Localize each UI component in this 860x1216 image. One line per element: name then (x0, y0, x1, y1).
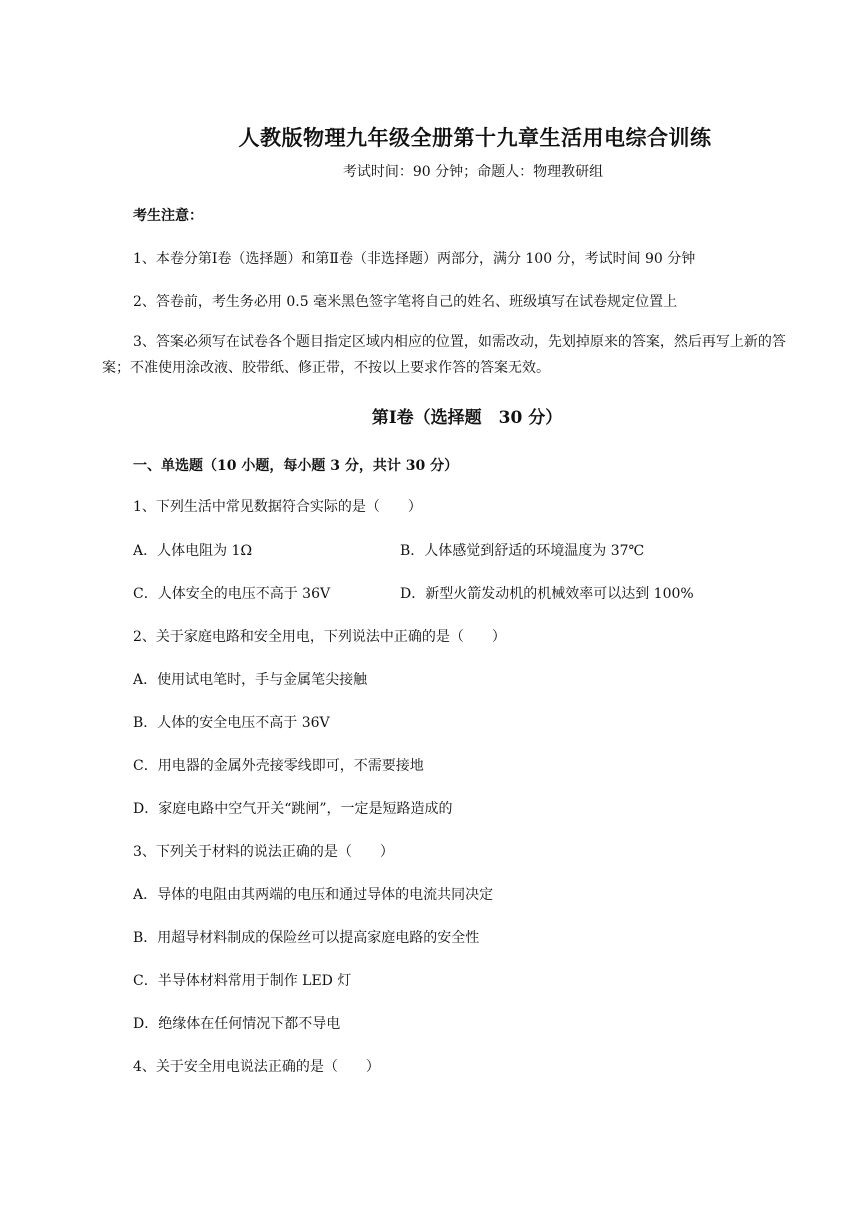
notice-heading: 考生注意： (133, 208, 203, 224)
question-1-option-b: B．人体感觉到舒适的环境温度为 37℃ (400, 543, 645, 559)
notice-item-1: 1、本卷分第Ⅰ卷（选择题）和第Ⅱ卷（非选择题）两部分，满分 100 分，考试时间 90 分钟 (133, 251, 696, 267)
question-3-option-b: B．用超导材料制成的保险丝可以提高家庭电路的安全性 (133, 930, 480, 946)
question-1-stem: 1、下列生活中常见数据符合实际的是（ ） (133, 499, 422, 515)
question-3-option-a: A．导体的电阻由其两端的电压和通过导体的电流共同决定 (133, 887, 494, 903)
question-2-option-c: C．用电器的金属外壳接零线即可，不需要接地 (133, 758, 424, 774)
question-3-option-d: D．绝缘体在任何情况下都不导电 (133, 1016, 341, 1032)
notice-item-3: 3、答案必须写在试卷各个题目指定区域内相应的位置，如需改动，先划掉原来的答案，然后再写上新的答案；不准使用涂改液、胶带纸、修正带，不按以上要求作答的答案无效。 (102, 334, 786, 376)
question-1-option-c: C．人体安全的电压不高于 36V (133, 586, 331, 602)
question-2-option-a: A．使用试电笔时，手与金属笔尖接触 (133, 672, 368, 688)
exam-subtitle: 考试时间：90 分钟；命题人：物理教研组 (342, 164, 604, 180)
exam-title: 人教版物理九年级全册第十九章生活用电综合训练 (238, 125, 712, 150)
notice-item-2: 2、答卷前，考生务必用 0.5 毫米黑色签字笔将自己的姓名、班级填写在试卷规定位置上 (133, 294, 678, 310)
question-2-option-b: B．人体的安全电压不高于 36V (133, 715, 330, 731)
question-3-option-c: C．半导体材料常用于制作 LED 灯 (133, 973, 352, 989)
question-3-stem: 3、下列关于材料的说法正确的是（ ） (133, 844, 394, 860)
question-2-option-d: D．家庭电路中空气开关“跳闸”，一定是短路造成的 (133, 801, 453, 817)
section-title: 第Ⅰ卷（选择题 30 分） (371, 408, 563, 428)
part-heading: 一、单选题（10 小题，每小题 3 分，共计 30 分） (133, 458, 459, 474)
question-4-stem: 4、关于安全用电说法正确的是（ ） (133, 1059, 380, 1075)
question-1-option-a: A．人体电阻为 1Ω (133, 543, 253, 559)
question-2-stem: 2、关于家庭电路和安全用电，下列说法中正确的是（ ） (133, 629, 506, 645)
question-1-option-d: D．新型火箭发动机的机械效率可以达到 100% (400, 586, 694, 602)
